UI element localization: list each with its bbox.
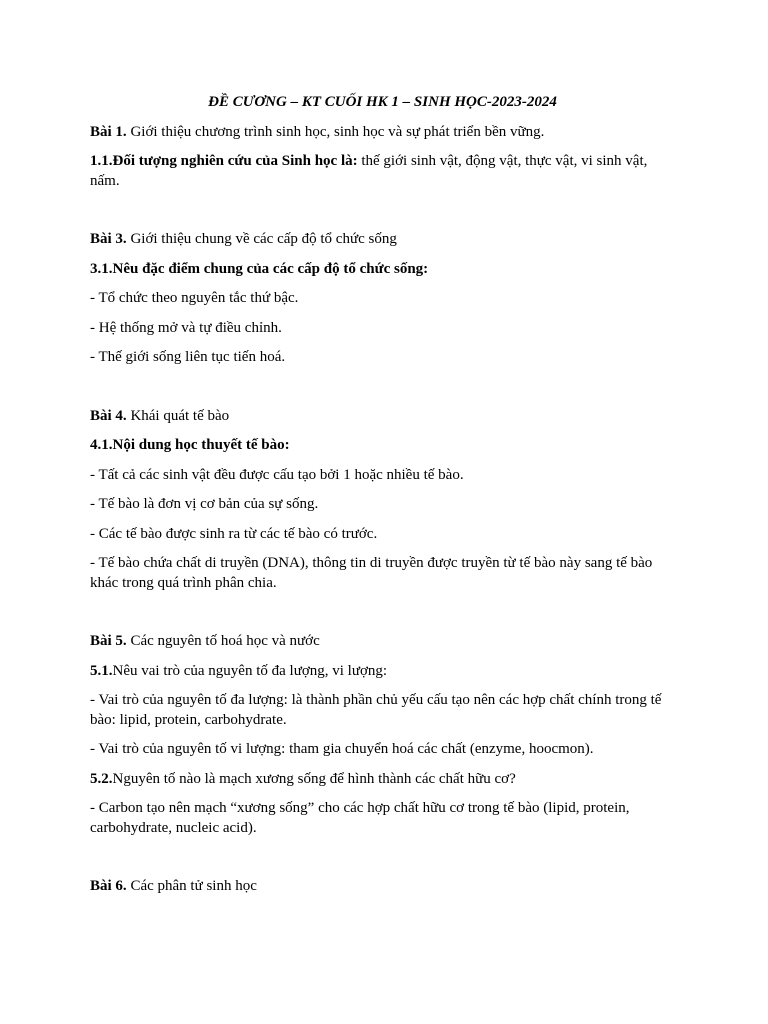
question-label: 5.2. (90, 770, 113, 787)
lesson-name: Giới thiệu chung về các cấp độ tổ chức sống (130, 231, 397, 247)
lesson-label: Bài 4. (90, 407, 127, 424)
bullet-point: - Vai trò của nguyên tố đa lượng: là thành phần chủ yếu cấu tạo nên các hợp chất chính trong tế bào: lipid, protein, carbohydrate. (90, 692, 662, 728)
question-3-1 (90, 260, 675, 280)
lesson-3-heading (90, 230, 675, 250)
lesson-name: Khái quát tế bào (130, 407, 230, 424)
bullet-point: - Hệ thống mở và tự điều chỉnh. (90, 319, 282, 336)
section-gap (90, 603, 675, 632)
lesson-label: Bài 5. (90, 633, 127, 649)
bullet-point: - Tổ chức theo nguyên tắc thứ bậc. (90, 290, 299, 306)
lesson-name: Giới thiệu chương trình sinh học, sinh học và sự phát triển bền vững. (130, 123, 545, 140)
lesson-label: Bài 3. (90, 231, 127, 247)
lesson-6-heading (90, 877, 675, 897)
lesson-1-heading (90, 123, 675, 143)
document-title: ĐỀ CƯƠNG – KT CUỐI HK 1 – SINH HỌC-2023-2024 (208, 94, 557, 110)
bullet-point: - Tất cả các sinh vật đều được cấu tạo bởi 1 hoặc nhiều tế bào. (90, 466, 464, 483)
document-page (90, 93, 675, 907)
bullet-point: - Carbon tạo nên mạch “xương sống” cho các hợp chất hữu cơ trong tế bào (lipid, protein, carbohydrate, nucleic acid). (90, 800, 630, 836)
lesson-label: Bài 1. (90, 123, 127, 140)
bullet-point: - Các tế bào được sinh ra từ các tế bào có trước. (90, 525, 378, 542)
question-label: 4.1.Nội dung học thuyết tế bào: (90, 437, 290, 453)
section-gap (90, 201, 675, 230)
question-4-1 (90, 436, 675, 456)
question-text: Nguyên tố nào là mạch xương sống để hình thành các chất hữu cơ? (112, 770, 516, 787)
lesson-4-heading (90, 407, 675, 427)
bullet-point: - Thế giới sống liên tục tiến hoá. (90, 349, 286, 365)
bullet-point: - Vai trò của nguyên tố vi lượng: tham gia chuyển hoá các chất (enzyme, hoocmon). (90, 741, 594, 757)
lesson-5-heading (90, 632, 675, 652)
question-5-1 (90, 662, 675, 682)
question-5-2 (90, 770, 675, 790)
question-text: Nêu vai trò của nguyên tố đa lượng, vi lượng: (112, 662, 388, 679)
lesson-label: Bài 6. (90, 878, 127, 894)
question-label: 3.1.Nêu đặc điểm chung của các cấp độ tổ chức sống: (90, 260, 429, 277)
lesson-name: Các nguyên tố hoá học và nước (130, 633, 320, 649)
bullet-point: - Tế bào chứa chất di truyền (DNA), thông tin di truyền được truyền từ tế bào này sang tế bào khác trong quá trình phân chia. (90, 555, 653, 591)
question-label: 5.1. (90, 662, 113, 679)
bullet-point: - Tế bào là đơn vị cơ bản của sự sống. (90, 496, 319, 512)
lesson-name: Các phân tử sinh học (130, 878, 257, 894)
section-gap (90, 378, 675, 407)
question-1-1 (90, 152, 675, 191)
section-gap (90, 848, 675, 877)
answer-text: thế giới sinh vật, động vật, thực vật, vi sinh vật, nấm. (90, 153, 648, 189)
question-label: 1.1.Đối tượng nghiên cứu của Sinh học là: (90, 153, 358, 169)
